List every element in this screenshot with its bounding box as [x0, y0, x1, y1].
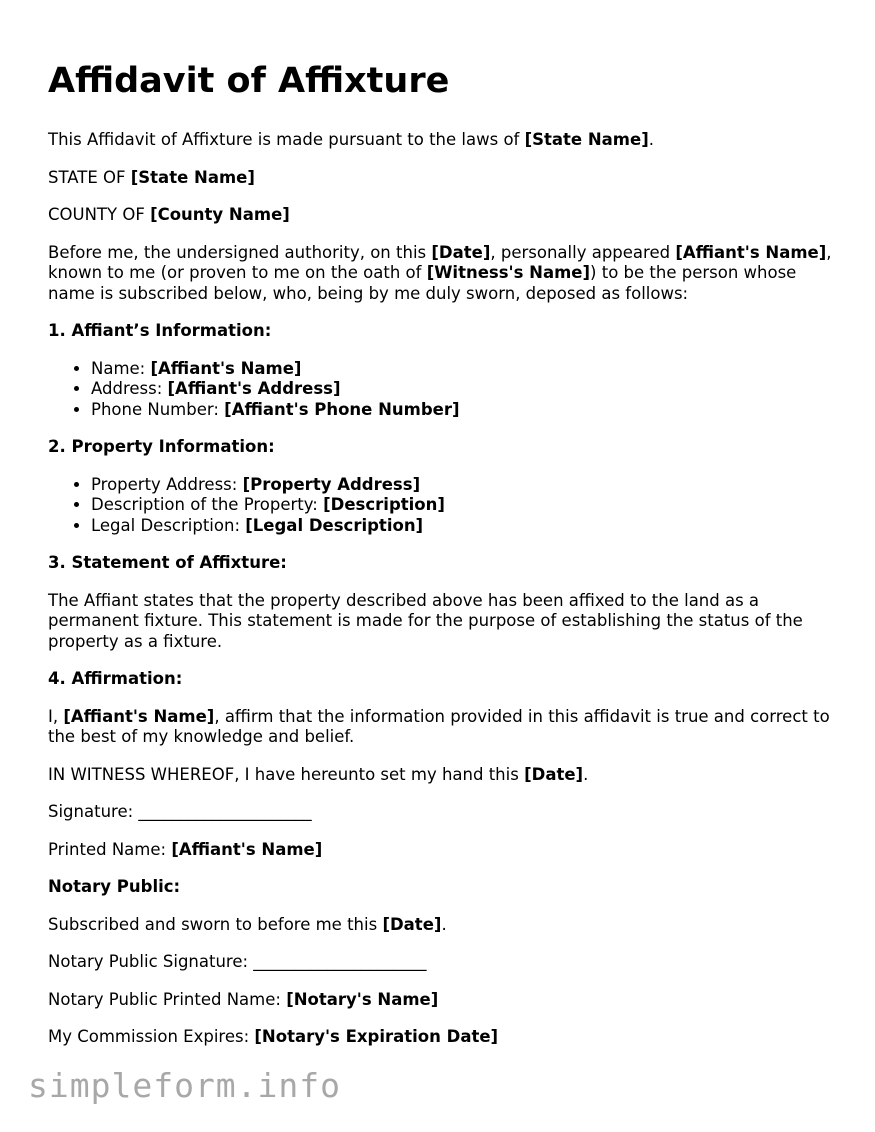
notary-name-value: [Notary's Name] [286, 989, 439, 1009]
preamble-text-2: , personally appeared [490, 242, 676, 262]
item-label: Property Address: [91, 474, 243, 494]
section-3-body: The Affiant states that the property described above has been affixed to the land as a permanent fixture. This statement is made for the purpose of establishing the status of the property as a fixture. [48, 590, 803, 651]
item-label: Phone Number: [91, 399, 225, 419]
property-info-list [48, 475, 838, 537]
section-2-heading: 2. Property Information: [48, 437, 275, 456]
list-item [91, 379, 838, 400]
commission-line [48, 1027, 838, 1048]
state-line [48, 168, 838, 189]
witness-period: . [583, 764, 589, 784]
section-1-heading: 1. Affiant’s Information: [48, 321, 272, 340]
date-placeholder: [Date] [431, 242, 491, 262]
state-value: [State Name] [130, 167, 255, 187]
county-value: [County Name] [150, 205, 290, 224]
affirmation-paragraph [48, 707, 838, 748]
watermark: simpleform.info [28, 1066, 342, 1105]
item-value: [Property Address] [242, 474, 421, 494]
state-name-placeholder: [State Name] [524, 130, 649, 149]
preamble-text-1: Before me, the undersigned authority, on this [48, 242, 432, 262]
printed-name-label: Printed Name: [48, 839, 172, 859]
section-3-heading: 3. Statement of Affixture: [48, 553, 287, 572]
notary-name-line [48, 990, 838, 1011]
list-item [91, 475, 838, 496]
list-item [91, 400, 838, 421]
signature-line: Signature: _____________________ [48, 802, 312, 821]
affiant-info-list [48, 359, 838, 421]
date-placeholder: [Date] [382, 914, 442, 934]
county-label: COUNTY OF [48, 205, 151, 224]
item-value: [Description] [323, 495, 445, 514]
item-value: [Affiant's Phone Number] [224, 399, 460, 419]
affiant-name-placeholder: [Affiant's Name] [63, 706, 215, 726]
notary-heading: Notary Public: [48, 877, 181, 896]
intro-text: This Affidavit of Affixture is made pursuant to the laws of [48, 130, 525, 149]
county-line [48, 205, 838, 226]
printed-name-line [48, 840, 838, 861]
affidavit-document [48, 56, 838, 1065]
witness-line [48, 765, 838, 786]
state-label: STATE OF [48, 167, 131, 187]
intro-period: . [648, 130, 654, 149]
preamble-paragraph [48, 243, 838, 305]
affirmation-prefix: I, [48, 706, 64, 726]
preamble-text-3: , known to me (or proven to me on the oath of [48, 242, 832, 282]
date-placeholder: [Date] [524, 764, 584, 784]
witness-text: IN WITNESS WHEREOF, I have hereunto set my hand this [48, 764, 525, 784]
notary-name-label: Notary Public Printed Name: [48, 989, 287, 1009]
preamble-text-4: ) to be the person whose name is subscribed below, who, being by me duly sworn, deposed as follows: [48, 263, 797, 303]
document-title: Affidavit of Affixture [48, 61, 450, 101]
affirmation-text: , affirm that the information provided in this affidavit is true and correct to the best of my knowledge and belief. [48, 706, 830, 746]
list-item [91, 495, 838, 516]
witness-name-placeholder: [Witness's Name] [426, 263, 591, 282]
notary-signature-line: Notary Public Signature: _____________________ [48, 952, 427, 971]
item-label: Address: [91, 379, 168, 398]
sworn-line [48, 915, 838, 936]
item-label: Name: [91, 358, 151, 378]
item-label: Description of the Property: [91, 495, 324, 514]
item-value: [Affiant's Name] [150, 358, 302, 378]
sworn-text: Subscribed and sworn to before me this [48, 914, 383, 934]
item-value: [Legal Description] [245, 515, 424, 535]
commission-value: [Notary's Expiration Date] [254, 1027, 499, 1046]
intro-paragraph [48, 130, 838, 151]
printed-name-value: [Affiant's Name] [171, 839, 323, 859]
affiant-name-placeholder: [Affiant's Name] [675, 242, 827, 262]
item-value: [Affiant's Address] [167, 379, 341, 398]
list-item [91, 516, 838, 537]
item-label: Legal Description: [91, 515, 246, 535]
sworn-period: . [441, 914, 447, 934]
section-4-heading: 4. Affirmation: [48, 669, 183, 688]
list-item [91, 359, 838, 380]
commission-label: My Commission Expires: [48, 1027, 255, 1046]
